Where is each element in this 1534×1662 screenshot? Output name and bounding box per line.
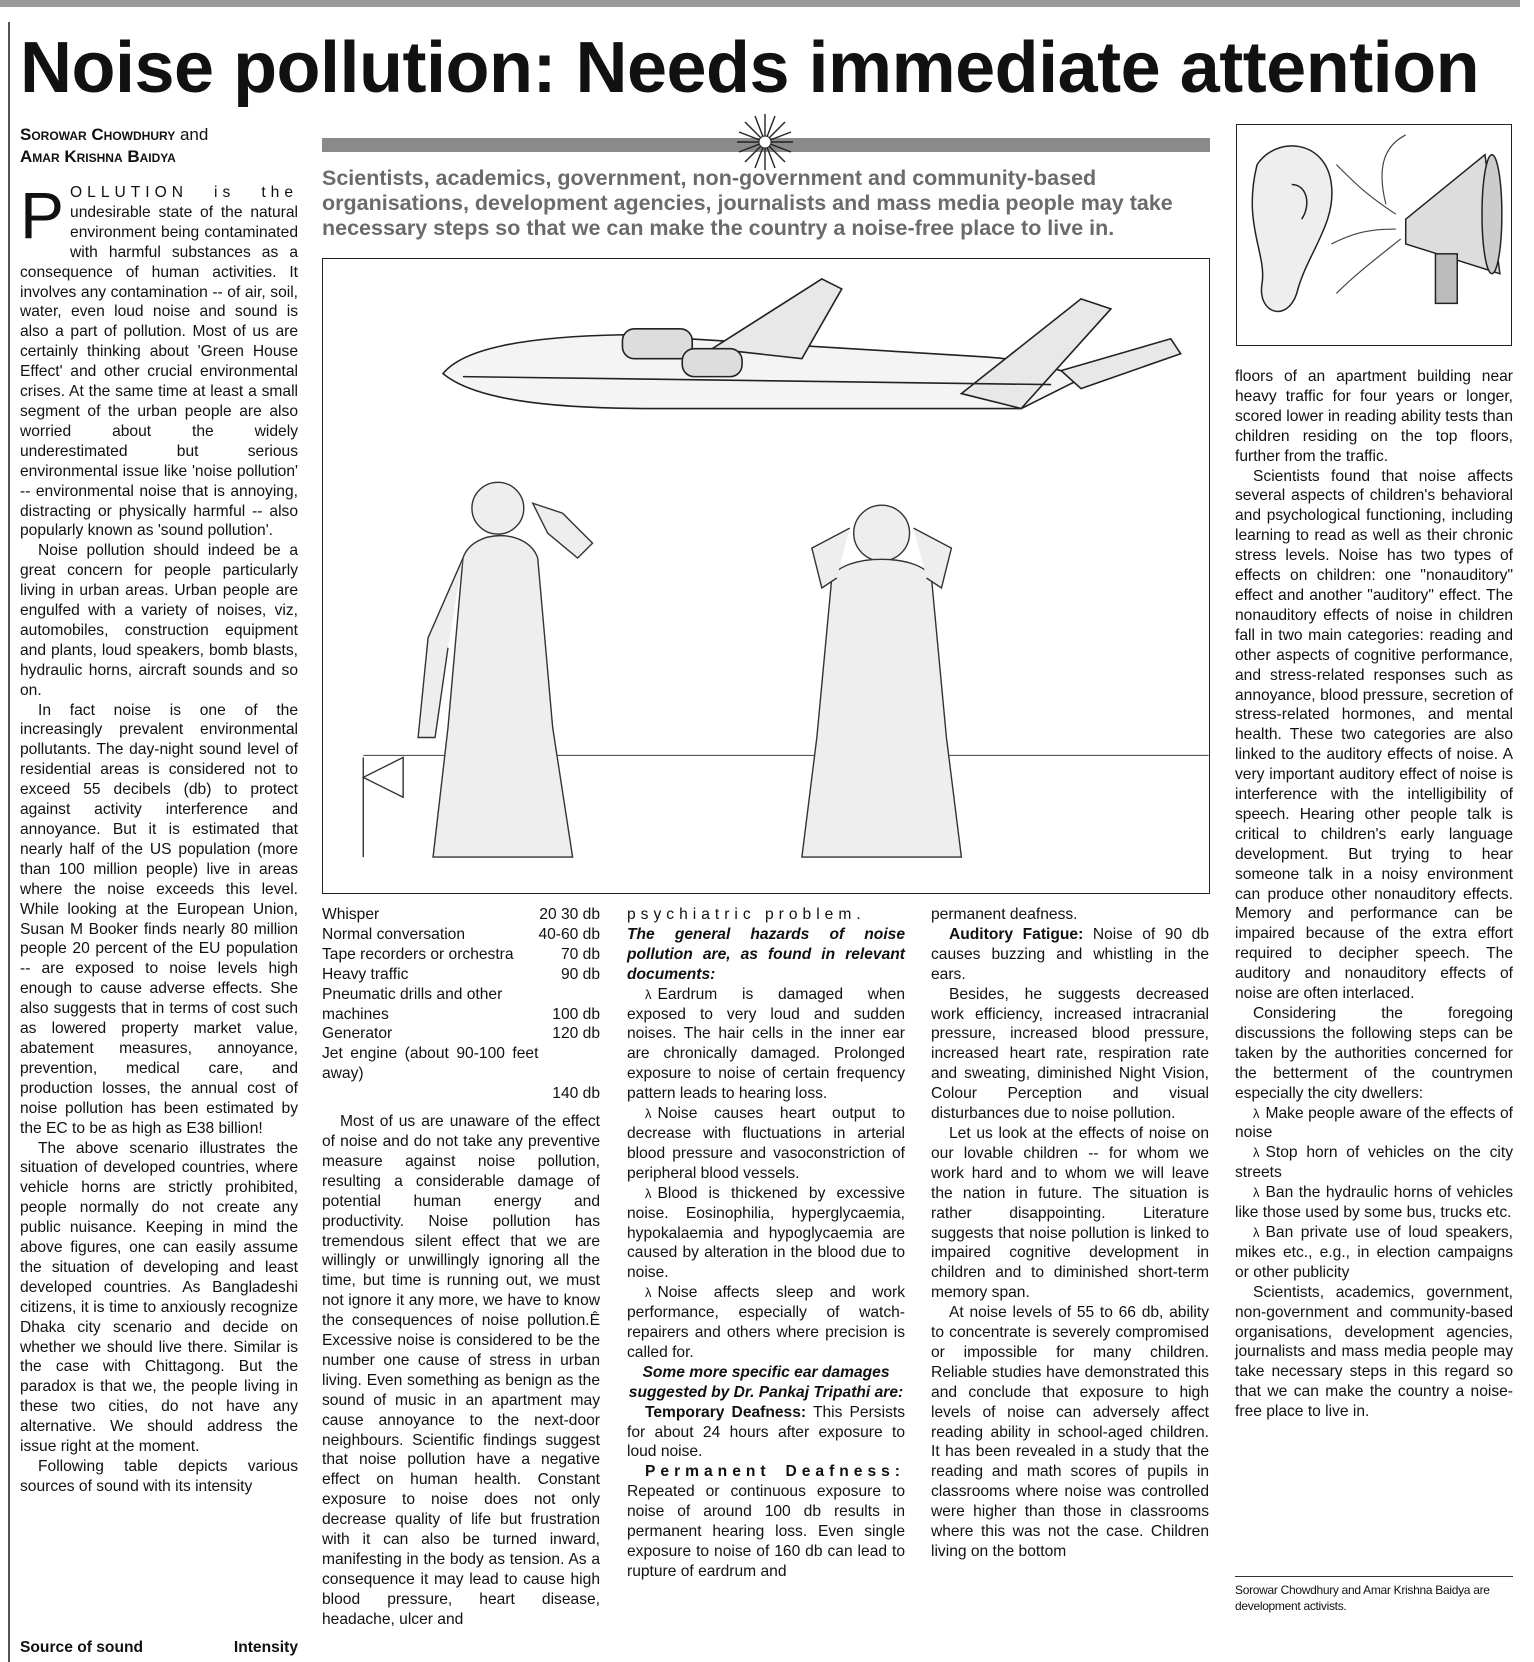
bullet-icon: λ — [645, 1185, 652, 1201]
byline — [20, 124, 320, 168]
ear-damage-heading: Some more specific ear damages suggested by Dr. Pankaj Tripathi are: — [628, 1363, 904, 1401]
table-row: Heavy traffic 90 db — [322, 965, 600, 983]
step-item: λ Stop horn of vehicles on the city streets — [1235, 1144, 1513, 1182]
column-5 — [1235, 367, 1513, 1422]
column-3 — [627, 905, 905, 1582]
table-row: Pneumatic drills and other — [322, 985, 503, 1003]
col5-continuation: floors of an apartment building near heavy traffic for four years or longer, scored lower in reading ability tests than children residing on the top floors, further from the traffic. — [1235, 368, 1513, 465]
airplane-illustration — [322, 258, 1210, 894]
step-item: λ Ban the hydraulic horns of vehicles like those used by some bus, trucks etc. — [1235, 1184, 1513, 1222]
hazard-item: λ Eardrum is damaged when exposed to very loud and sudden noises. The hair cells in the inner ear are chronically damaged. Prolonged exposure to noise of certain frequency pattern leads to hearing loss. — [627, 985, 905, 1103]
col3-continuation: psychiatric problem. — [627, 906, 866, 923]
col5-para-3: Scientists, academics, government, non-government and community-based organisations, development agencies, journalists and mass media people may take necessary steps in this regard so that we can make the country a noise-free place to live in. — [1235, 1283, 1513, 1421]
headline: Noise pollution: Needs immediate attention — [20, 28, 1480, 108]
table-row: Generator 120 db — [322, 1025, 600, 1043]
table-row: Tape recorders or orchestra 70 db — [322, 945, 600, 963]
bullet-icon: λ — [645, 986, 652, 1002]
table-row: Whisper 20 30 db — [322, 906, 600, 923]
bullet-icon: λ — [645, 1106, 652, 1122]
megaphone-ear-illustration — [1236, 124, 1512, 346]
bullet-icon: λ — [1253, 1185, 1260, 1201]
hazard-item: λ Noise affects sleep and work performance, especially of watch-repairers and others where precision is called for. — [627, 1284, 905, 1361]
table-row: machines 100 db — [322, 1005, 600, 1023]
hazard-item: λ Blood is thickened by excessive noise. Eosinophilia, hyperglycaemia, hypokalaemia and hypoglycaemia are caused by alteration in the blood due to noise. — [627, 1184, 905, 1282]
left-margin-rule — [8, 22, 10, 1662]
footnote-rule — [1235, 1576, 1513, 1577]
table-row: Normal conversation 40-60 db — [322, 925, 600, 943]
column-2 — [322, 905, 600, 1630]
drop-cap: P — [20, 178, 65, 252]
col1-para-4: The above scenario illustrates the situation of developed countries, where vehicle horns are strictly prohibited, people normally do not create any public nuisance. Keeping in mind the above figures, one can easily assume the situation of developing and least developed countries. As Bangladeshi citizens, it is time to anxiously recognize Dhaka city scenario and decide on whether we should live there. Similar is the case with Chittagong. But the paradox is that we, the people living in these two cities, do not have any alternative. We should address the issue right at the moment. — [20, 1139, 298, 1456]
sound-intensity-table — [322, 905, 600, 1104]
col5-para-1: Scientists found that noise affects several aspects of children's behavioral and psychological functioning, including learning to read as well as their chronic stress levels. Noise has two types of effects on children: one "nonauditory" effect and another "auditory" effect. The nonauditory effects of noise in children fall in two main categories: reading and other aspects of cognitive performance, and stress-related responses such as annoyance, blood pressure, secretion of stress-related hormones, and mental health. These two categories are also linked to the auditory effects of noise. A very important auditory effect of noise is interference with the intelligibility of speech. Hearing other people talk is critical to children's early language development. But trying to hear someone talk in a noisy environment can produce other nonauditory effects. Memory and performance can be impaired because of the extra effort required to decipher speech. The auditory and nonauditory effects of noise are often interlaced. — [1235, 467, 1513, 1003]
column-1 — [20, 178, 298, 1497]
table-header-source: Source of sound — [20, 1639, 144, 1656]
col4-para-2: Let us look at the effects of noise on our lovable children -- for whom we work hard and to whom we will leave the nation in future. The situation is rather disappointing. Literature suggests that noise pollution is linked to impaired cognitive development in children and to diminished short-term memory span. — [931, 1124, 1209, 1302]
table-header-intensity: Intensity — [233, 1639, 298, 1656]
hazards-heading: The general hazards of noise pollution are, as found in relevant documents: — [627, 925, 905, 983]
col4-para-3: At noise levels of 55 to 66 db, ability to concentrate is severely compromised or impossible for many children. Reliable studies have demonstrated this and conclude that exposure to high levels of noise can adversely affect reading ability in school-aged children. It has been revealed in a study that the reading and math scores of pupils in classrooms where noise was controlled were higher than those in classrooms where this was not the case. Children living on the bottom — [931, 1304, 1209, 1560]
author-1: Sorowar Chowdhury — [20, 125, 176, 144]
col1-para-1: POLLUTION is the undesirable state of the natural environment being contaminated with harmful substances as a consequence of human activities. It involves any contamination -- of air, soil, water, even loud noise and sound is also a part of pollution. Most of us are certainly thinking about 'Green House Effect' and other crucial environmental crises. At the same time at least a small segment of the urban people are also worried about the widely underestimated but serious environmental issue like 'noise pollution' -- environmental noise that is annoying, distracting or physically harmful -- also popularly known as 'sound pollution'. — [20, 178, 298, 540]
step-item: λ Ban private use of loud speakers, mikes etc., e.g., in election campaigns or other publicity — [1235, 1223, 1513, 1281]
col1-para-2: Noise pollution should indeed be a great concern for people particularly living in urban areas. Urban people are engulfed with a variety of noises, viz, automobiles, construction equipment and plants, loud speakers, bomb blasts, hydraulic horns, aircraft sounds and so on. — [20, 542, 298, 699]
bullet-icon: λ — [1253, 1105, 1260, 1121]
bullet-icon: λ — [1253, 1224, 1260, 1240]
top-rule — [0, 0, 1520, 7]
col4-para-1: Besides, he suggests decreased work efficiency, increased intracranial pressure, increased blood pressure, increased heart rate, respiration rate and sweating, diminished Night Vision, Colour Perception and visual disturbances due to noise pollution. — [931, 985, 1209, 1123]
temporary-deafness: Temporary Deafness: This Persists for about 24 hours after exposure to loud noise. — [627, 1403, 905, 1461]
bullet-icon: λ — [1253, 1145, 1260, 1161]
byline-and: and — [179, 125, 209, 144]
col4-continuation: permanent deafness. — [931, 906, 1078, 923]
column-4 — [931, 905, 1209, 1562]
table-row: Jet engine (about 90-100 feet away) — [322, 1045, 539, 1083]
col1-para-3: In fact noise is one of the increasingly prevalent environmental pollutants. The day-night sound level of residential areas is considered not to exceed 55 decibels (db) to protect against activity interference and annoyance. But it is estimated that nearly half of the US population (more than 100 million people) live in areas where the noise exceeds this level. While looking at the European Union, Susan M Booker finds nearly 80 million people 20 percent of the EU population -- are exposed to noise levels high enough to cause adverse effects. She also suggests that in terms of cost such as lowered property market value, abatement measures, annoyance, prevention, medical care, and production losses, the annual cost of noise pollution has been estimated by the EC to be as high as E38 billion! — [20, 701, 298, 1137]
author-2: Amar Krishna Baidya — [20, 147, 176, 166]
table-row: 140 db — [552, 1085, 600, 1103]
step-item: λ Make people aware of the effects of noise — [1235, 1104, 1513, 1142]
auditory-fatigue: Auditory Fatigue: Noise of 90 db causes buzzing and whistling in the ears. — [931, 925, 1209, 983]
col5-para-2: Considering the foregoing discussions the following steps can be taken by the authorities concerned for the betterment of the countrymen especially the city dwellers: — [1235, 1005, 1513, 1102]
col1-para-5: Following table depicts various sources of sound with its intensity — [20, 1458, 298, 1495]
hazard-item: λ Noise causes heart output to decrease with fluctuations in arterial blood pressure and vasoconstriction of peripheral blood vessels. — [627, 1105, 905, 1182]
col2-para-1: Most of us are unaware of the effect of noise and do not take any preventive measure against noise pollution, resulting a considerable damage of potential human energy and productivity. Noise pollution has tremendous silent effect that we are willingly or unwillingly ignoring all the time, but time is running out, we must not ignore it any more, we have to know the consequences of noise pollution.Ê Excessive noise is considered to be the number one cause of stress in urban living. Even something as benign as the sound of music in an apartment may cause annoyance to the next-door neighbours. Scientific findings suggest that noise pollution have a negative effect on human health. Constant exposure to noise does not only decrease quality of life but frustration with it can also be turned inward, manifesting in the body as tension. As a consequence it may lead to cause high blood pressure, heart disease, headache, ulcer and — [322, 1113, 600, 1628]
pullquote: Scientists, academics, government, non-government and community-based organisations, development agencies, journalists and mass media people may take necessary steps so that we can make the country a noise-free place to live in. — [322, 166, 1173, 240]
author-footnote: Sorowar Chowdhury and Amar Krishna Baidya are development activists. — [1235, 1583, 1490, 1613]
permanent-deafness: Permanent Deafness: Repeated or continuous exposure to noise of around 100 db results in permanent hearing loss. Even single exposure to noise of 160 db can lead to rupture of eardrum and — [627, 1463, 905, 1580]
bullet-icon: λ — [645, 1285, 652, 1301]
starburst-icon — [735, 112, 795, 172]
col1-lead: OLLUTION is the — [70, 184, 298, 201]
table-header — [20, 1638, 298, 1658]
